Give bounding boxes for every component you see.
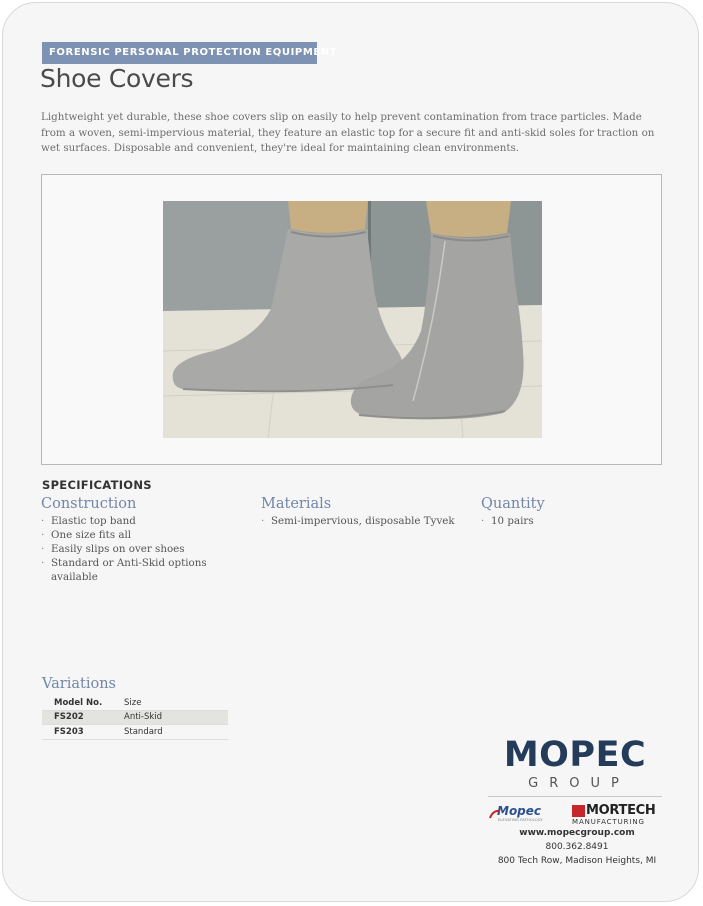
materials-list [261, 514, 471, 528]
construction-list [41, 514, 231, 584]
category-banner: FORENSIC PERSONAL PROTECTION EQUIPMENT [42, 42, 317, 64]
column-header-size: Size [112, 696, 228, 710]
list-item: · 10 pairs [481, 515, 534, 527]
mopec-sub-wordmark: Mopec [497, 804, 542, 818]
list-item: · Standard or Anti-Skid options available [41, 557, 207, 583]
phone-number: 800.362.8491 [545, 842, 609, 852]
size-cell: Standard [112, 725, 228, 740]
mortech-tagline: MANUFACTURING [572, 818, 645, 826]
table-row [42, 725, 228, 740]
quantity-list [481, 514, 631, 528]
product-photo [163, 201, 542, 438]
materials-column [261, 496, 471, 528]
mortech-logo [572, 804, 664, 827]
materials-title: Materials [261, 496, 332, 512]
quantity-title: Quantity [481, 496, 545, 512]
specifications-heading: SPECIFICATIONS [42, 478, 152, 492]
variations-heading: Variations [42, 676, 116, 692]
list-item: · Easily slips on over shoes [41, 543, 185, 555]
column-header-model: Model No. [42, 696, 112, 710]
model-cell: FS203 [42, 725, 112, 740]
construction-column [41, 496, 231, 584]
mortech-mark-icon [572, 805, 585, 817]
list-item: · Semi-impervious, disposable Tyvek [261, 515, 455, 527]
list-item: · One size fits all [41, 529, 132, 541]
swoosh-icon [489, 808, 501, 820]
mopec-group-logo [485, 737, 665, 831]
table-header-row [42, 696, 228, 710]
variations-table [42, 696, 228, 740]
page-title: Shoe Covers [40, 64, 194, 93]
mopec-sub-logo [489, 805, 559, 822]
model-cell: FS202 [42, 710, 112, 725]
quantity-column [481, 496, 631, 528]
sub-brand-logos [485, 803, 665, 831]
size-cell: Anti-Skid [112, 710, 228, 725]
table-row [42, 710, 228, 725]
construction-title: Construction [41, 496, 137, 512]
mortech-wordmark: MORTECH [586, 803, 656, 818]
list-item: · Elastic top band [41, 515, 136, 527]
group-wordmark: GROUP [528, 776, 630, 791]
product-description: Lightweight yet durable, these shoe covers slip on easily to help prevent contamination from trace particles. Made from a woven, semi-impervious material, they feature an elastic top for a secure fit and anti-skid soles for traction on wet surfaces. Disposable and convenient, they're ideal for maintaining clean environments. [41, 111, 655, 154]
mopec-wordmark: MOPEC [503, 735, 647, 775]
logo-divider [488, 796, 662, 797]
mopec-sub-tagline: ELEVATING PATHOLOGY [498, 818, 543, 822]
website-link[interactable]: www.mopecgroup.com [519, 828, 635, 838]
product-photo-frame [41, 174, 662, 465]
address: 800 Tech Row, Madison Heights, MI [497, 856, 657, 866]
